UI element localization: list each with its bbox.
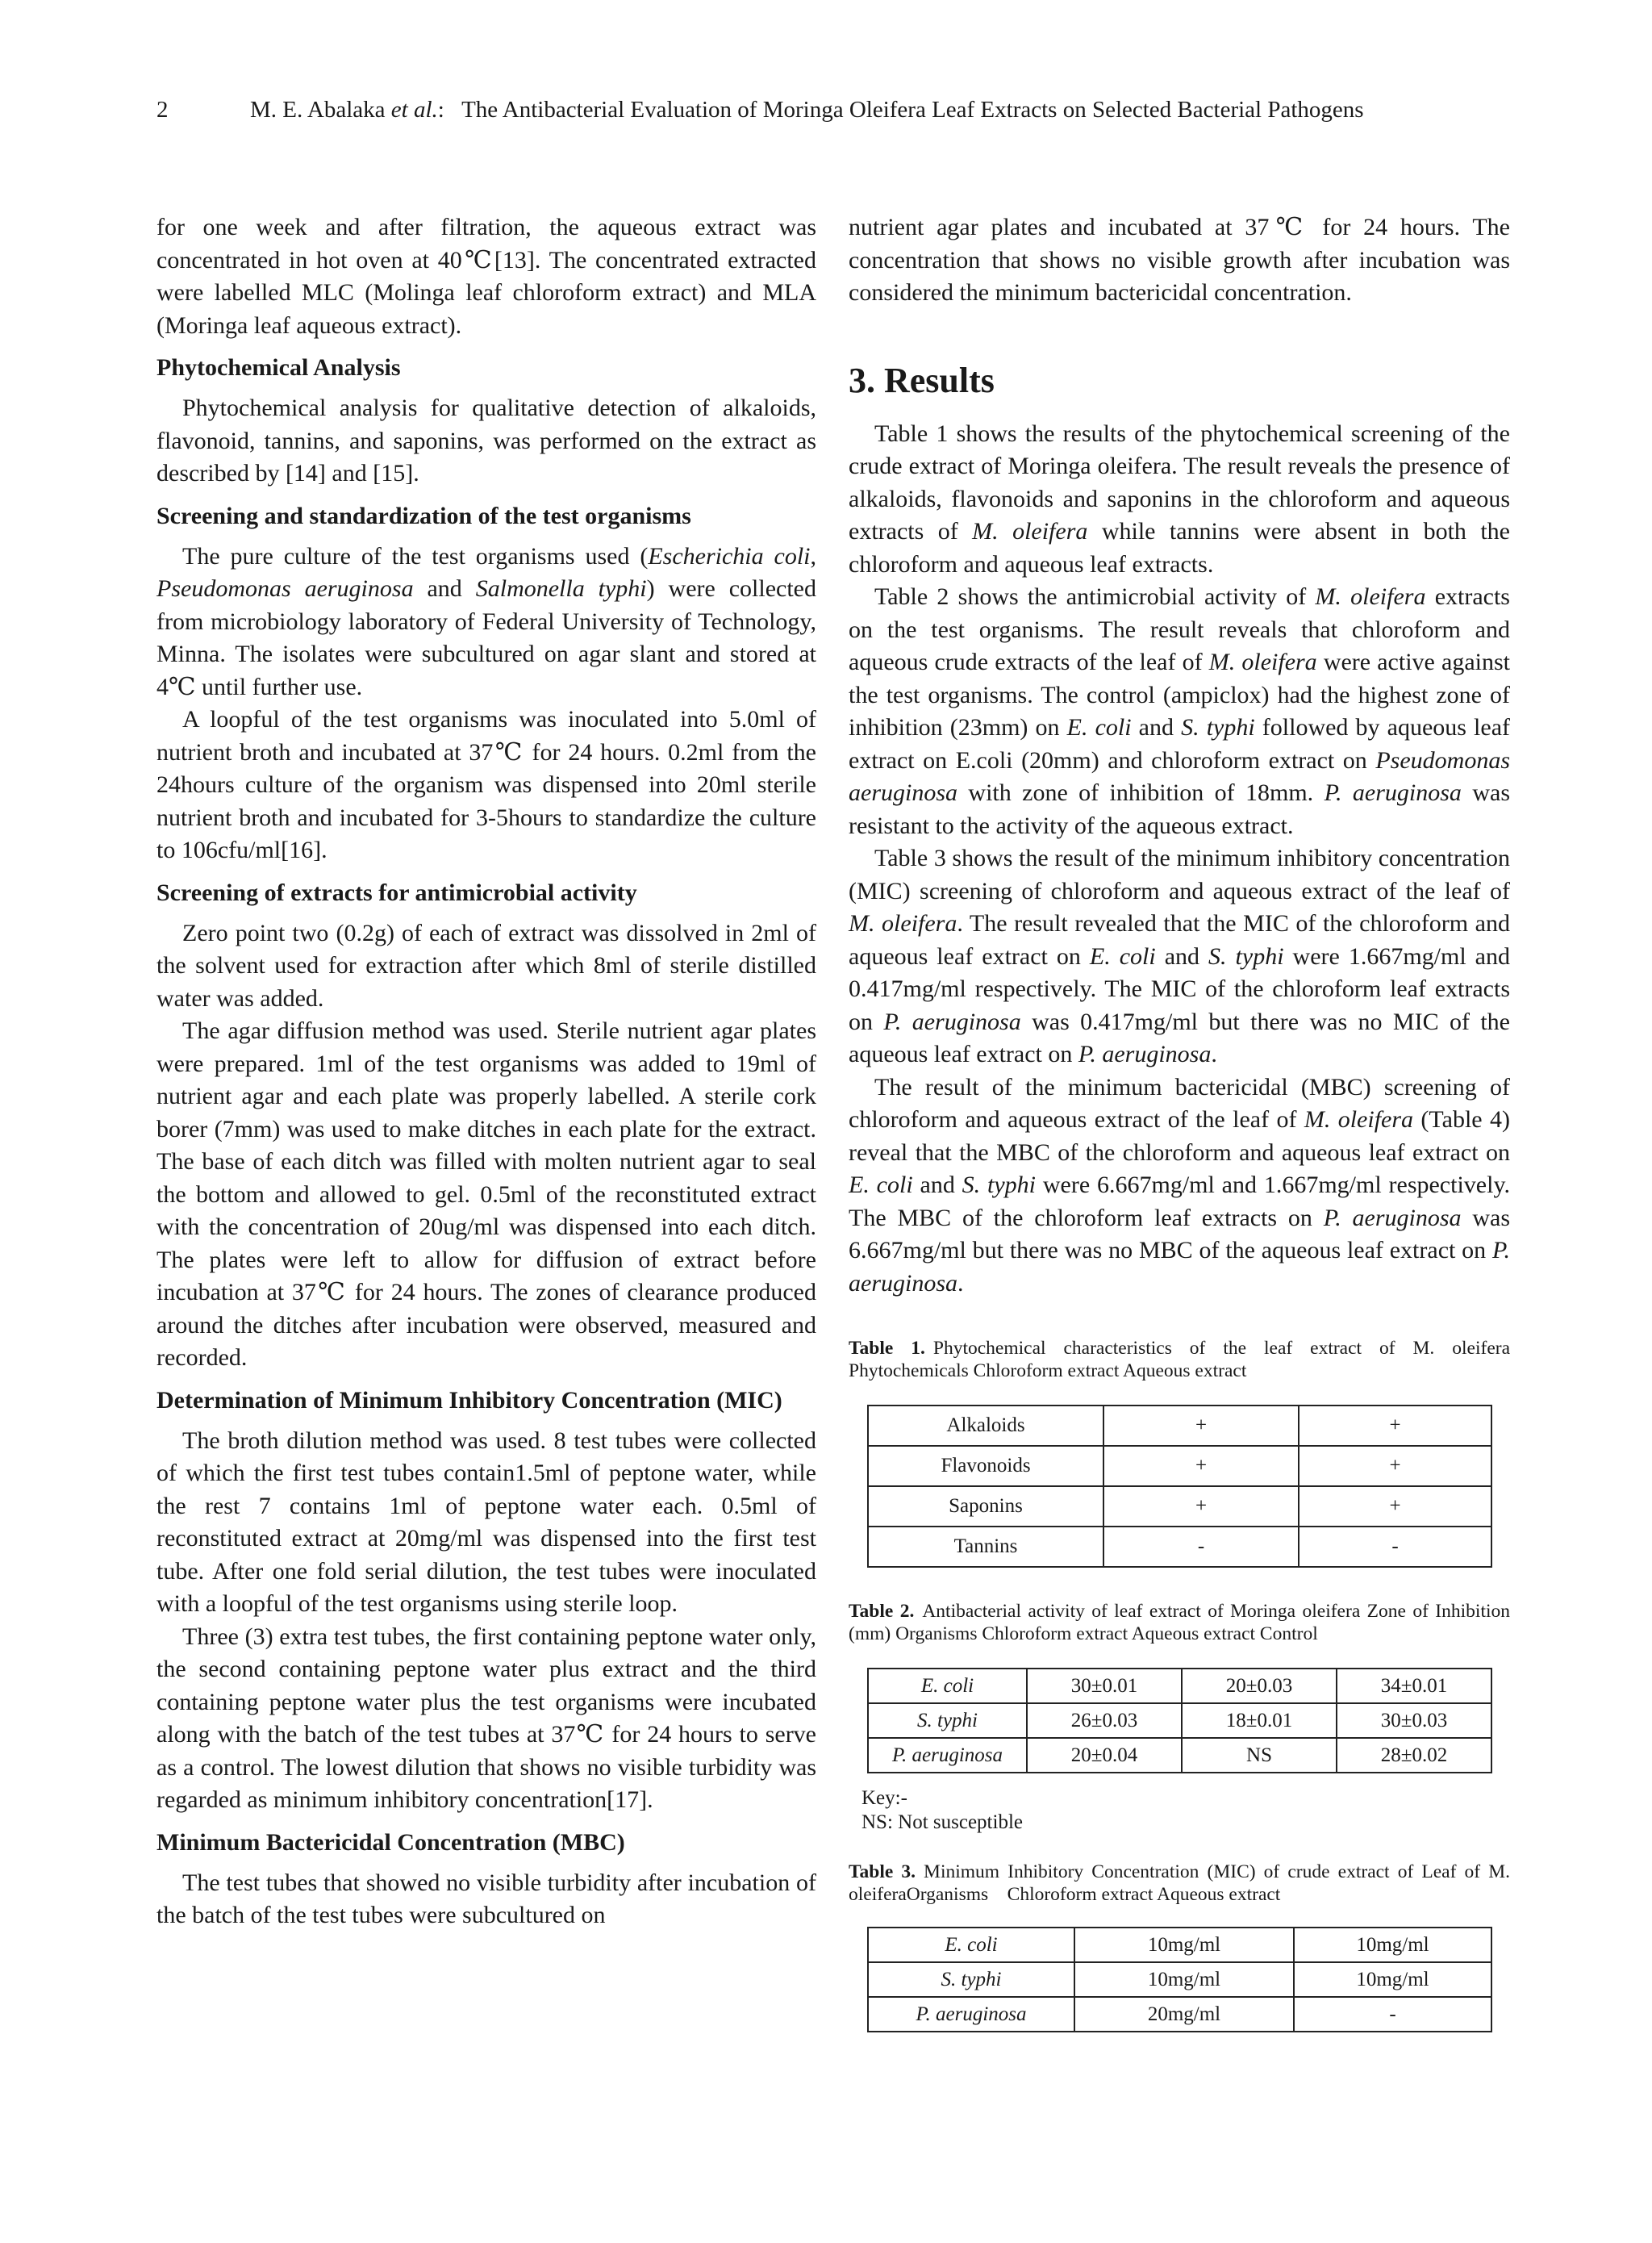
- table-1-caption: Table 1. Phytochemical characteristics of the leaf extract of M. oleifera Phytochemicals Chloroform extract Aqueous extract: [849, 1338, 1511, 1381]
- paragraph-screening-1: The pure culture of the test organisms used (Escherichia coli, Pseudomonas aeruginosa and Salmonella typhi) were collected from microbiology laboratory of Federal University of Technology, Minna. The isolates were subcultured on agar slant and stored at 4℃ until further use.: [156, 542, 816, 700]
- paragraph-mbc: The test tubes that showed no visible turbidity after incubation of the batch of the test tubes were subcultured on: [156, 1869, 816, 1928]
- table-row: P. aeruginosa 20mg/ml -: [868, 1997, 1491, 2032]
- heading-results: 3. Results: [849, 360, 995, 400]
- table-2-key: [861, 1786, 1510, 1835]
- paragraph-screening-2: A loopful of the test organisms was inoculated into 5.0ml of nutrient broth and incubated at 37℃ for 24 hours. 0.2ml from the 24hours culture of the organism was dispensed into 20ml sterile nutrient broth and incubated for 3-5hours to standardize the culture to 106cfu/ml[16].: [156, 706, 816, 863]
- heading-screening-extracts: Screening of extracts for antimicrobial activity: [156, 879, 637, 906]
- heading-screening-standardization: Screening and standardization of the test organisms: [156, 502, 691, 529]
- right-column: [849, 211, 1510, 2032]
- heading-mbc: Minimum Bactericidal Concentration (MBC): [156, 1828, 625, 1856]
- table-row: Alkaloids + +: [868, 1406, 1491, 1446]
- paragraph-extracts-2: The agar diffusion method was used. Sterile nutrient agar plates were prepared. 1ml of the test organisms was added to 19ml of nutrient agar and each plate was properly labelled. A sterile cork borer (7mm) was used to make ditches in each plate for the extract. The base of each ditch was filled with molten nutrient agar to seal the bottom and allowed to gel. 0.5ml of the reconstituted extract with the concentration of 20ug/ml was dispensed into each ditch. The plates were left to allow for diffusion of extract before incubation at 37℃ for 24 hours. The zones of clearance produced around the ditches after incubation were observed, measured and recorded.: [156, 1017, 816, 1371]
- paragraph-extracts-1: Zero point two (0.2g) of each of extract was dissolved in 2ml of the solvent used for extraction after which 8ml of sterile distilled water was added.: [156, 919, 816, 1012]
- paragraph-results-1: Table 1 shows the results of the phytochemical screening of the crude extract of Moringa oleifera. The result reveals the presence of alkaloids, flavonoids and saponins in the chloroform and aqueous extracts of M. oleifera while tannins were absent in both the chloroform and aqueous leaf extracts.: [849, 420, 1510, 578]
- header-et-al: et al.: [390, 97, 438, 123]
- table-row: S. typhi 26±0.03 18±0.01 30±0.03: [868, 1703, 1491, 1738]
- heading-mic: Determination of Minimum Inhibitory Concentration (MIC): [156, 1386, 782, 1414]
- table-2-antibacterial: [867, 1668, 1492, 1773]
- heading-phytochemical-analysis: Phytochemical Analysis: [156, 354, 401, 381]
- table-row: Flavonoids + +: [868, 1446, 1491, 1486]
- table-1-phytochemical: [867, 1405, 1492, 1568]
- table-2-caption: Table 2. Antibacterial activity of leaf extract of Moringa oleifera Zone of Inhibition (mm) Organisms Chloroform extract Aqueous extract Control: [849, 1601, 1511, 1644]
- paragraph-results-2: Table 2 shows the antimicrobial activity of M. oleifera extracts on the test organisms. The result reveals that chloroform and aqueous crude extracts of the leaf of M. oleifera were active against the test organisms. The control (ampiclox) had the highest zone of inhibition (23mm) on E. coli and S. typhi followed by aqueous leaf extract on E.coli (20mm) and chloroform extract on Pseudomonas aeruginosa with zone of inhibition of 18mm. P. aeruginosa was resistant to the activity of the aqueous extract.: [849, 583, 1510, 839]
- paragraph-results-4: The result of the minimum bactericidal (MBC) screening of chloroform and aqueous extract of the leaf of M. oleifera (Table 4) reveal that the MBC of the chloroform and aqueous leaf extract on E. coli and S. typhi were 6.667mg/ml and 1.667mg/ml respectively. The MBC of the chloroform leaf extracts on P. aeruginosa was 6.667mg/ml but there was no MBC of the aqueous leaf extract on P. aeruginosa.: [849, 1073, 1510, 1297]
- paragraph-phytochemical: Phytochemical analysis for qualitative detection of alkaloids, flavonoid, tannins, and saponins, was performed on the extract as described by [14] and [15].: [156, 395, 816, 487]
- paragraph-extraction-cont: for one week and after filtration, the aqueous extract was concentrated in hot oven at 40℃[13]. The concentrated extracted were labelled MLC (Molinga leaf chloroform extract) and MLA (Moringa leaf aqueous extract).: [156, 214, 816, 339]
- key-title: Key:-: [861, 1787, 907, 1809]
- table-row: Tannins - -: [868, 1527, 1491, 1567]
- table-row: E. coli 10mg/ml 10mg/ml: [868, 1928, 1491, 1962]
- table-row: P. aeruginosa 20±0.04 NS 28±0.02: [868, 1738, 1491, 1773]
- table-row: E. coli 30±0.01 20±0.03 34±0.01: [868, 1669, 1491, 1703]
- table-row: S. typhi 10mg/ml 10mg/ml: [868, 1962, 1491, 1997]
- header-separator: :: [437, 97, 444, 123]
- paragraph-mbc-cont: nutrient agar plates and incubated at 37℃ for 24 hours. The concentration that shows no visible growth after incubation was considered the minimum bactericidal concentration.: [849, 214, 1510, 306]
- header-title: The Antibacterial Evaluation of Moringa Oleifera Leaf Extracts on Selected Bacterial Pathogens: [461, 97, 1364, 123]
- table-3-caption: Table 3. Minimum Inhibitory Concentration (MIC) of crude extract of Leaf of M. oleiferaOrganisms Chloroform extract Aqueous extract: [849, 1861, 1511, 1905]
- paragraph-mic-1: The broth dilution method was used. 8 test tubes were collected of which the first test tubes contain1.5ml of peptone water, while the rest 7 contains 1ml of peptone water each. 0.5ml of reconstituted extract at 20mg/ml was dispensed into the first test tube. After one fold serial dilution, the test tubes were inoculated with a loopful of the test organisms using sterile loop.: [156, 1426, 816, 1617]
- header-authors: M. E. Abalaka: [250, 97, 386, 123]
- table-row: Saponins + +: [868, 1486, 1491, 1527]
- running-header: [156, 95, 1528, 124]
- key-ns: NS: Not susceptible: [861, 1811, 1023, 1833]
- paragraph-mic-2: Three (3) extra test tubes, the first containing peptone water only, the second containing peptone water plus extract and the third containing peptone water plus the test organisms were incubated along with the batch of the test tubes at 37℃ for 24 hours to serve as a control. The lowest dilution that shows no visible turbidity was regarded as minimum inhibitory concentration[17].: [156, 1623, 816, 1813]
- table-3-mic: [867, 1927, 1492, 2032]
- page-number: 2: [156, 97, 169, 123]
- paragraph-results-3: Table 3 shows the result of the minimum inhibitory concentration (MIC) screening of chloroform and aqueous extract of the leaf of M. oleifera. The result revealed that the MIC of the chloroform and aqueous leaf extract on E. coli and S. typhi were 1.667mg/ml and 0.417mg/ml respectively. The MIC of the chloroform leaf extracts on P. aeruginosa was 0.417mg/ml but there was no MIC of the aqueous leaf extract on P. aeruginosa.: [849, 845, 1510, 1067]
- left-column: [156, 211, 816, 1932]
